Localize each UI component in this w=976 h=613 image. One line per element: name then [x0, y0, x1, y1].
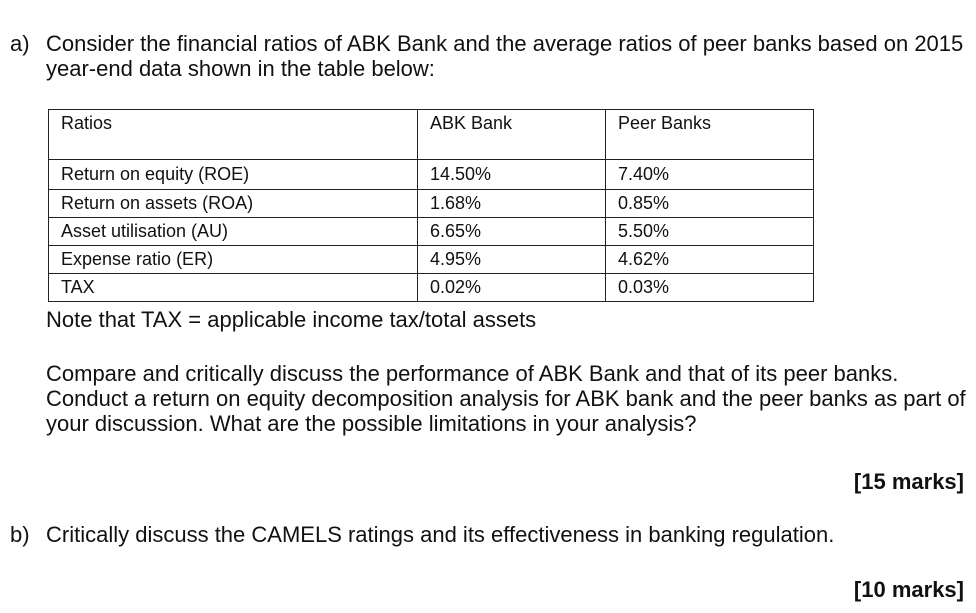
ratio-name: Return on assets (ROA) — [49, 190, 418, 218]
ratio-name: TAX — [49, 274, 418, 302]
peer-value: 4.62% — [606, 246, 814, 274]
tax-note: Note that TAX = applicable income tax/total assets — [46, 307, 537, 332]
abk-value: 14.50% — [418, 160, 606, 190]
question-a-text: Consider the financial ratios of ABK Bank and the average ratios of peer banks based on 2015 year-end data shown in the table below: — [46, 31, 964, 81]
header-abk-bank: ABK Bank — [418, 110, 606, 160]
table-row — [49, 274, 814, 302]
abk-value: 6.65% — [418, 218, 606, 246]
question-a-label: a) — [10, 31, 30, 56]
discussion-prompt: Compare and critically discuss the performance of ABK Bank and that of its peer banks. Conduct a return on equity decomposition analysis for ABK bank and the peer banks as part of your discussion. What are the possible limitations in your analysis? — [46, 361, 966, 436]
question-b-label: b) — [10, 522, 30, 547]
question-b-text: Critically discuss the CAMELS ratings and its effectiveness in banking regulation. — [46, 522, 835, 547]
ratio-name: Return on equity (ROE) — [49, 160, 418, 190]
ratio-name: Asset utilisation (AU) — [49, 218, 418, 246]
table-row — [49, 218, 814, 246]
peer-value: 0.03% — [606, 274, 814, 302]
peer-value: 5.50% — [606, 218, 814, 246]
marks-b: [10 marks] — [853, 577, 964, 602]
table-row — [49, 160, 814, 190]
peer-value: 0.85% — [606, 190, 814, 218]
abk-value: 1.68% — [418, 190, 606, 218]
abk-value: 4.95% — [418, 246, 606, 274]
table-row — [49, 246, 814, 274]
header-ratios: Ratios — [49, 110, 418, 160]
ratio-name: Expense ratio (ER) — [49, 246, 418, 274]
table-row — [49, 190, 814, 218]
table-header-row — [49, 110, 814, 160]
ratios-table — [48, 109, 814, 302]
peer-value: 7.40% — [606, 160, 814, 190]
marks-a: [15 marks] — [853, 469, 964, 494]
header-peer-banks: Peer Banks — [606, 110, 814, 160]
abk-value: 0.02% — [418, 274, 606, 302]
